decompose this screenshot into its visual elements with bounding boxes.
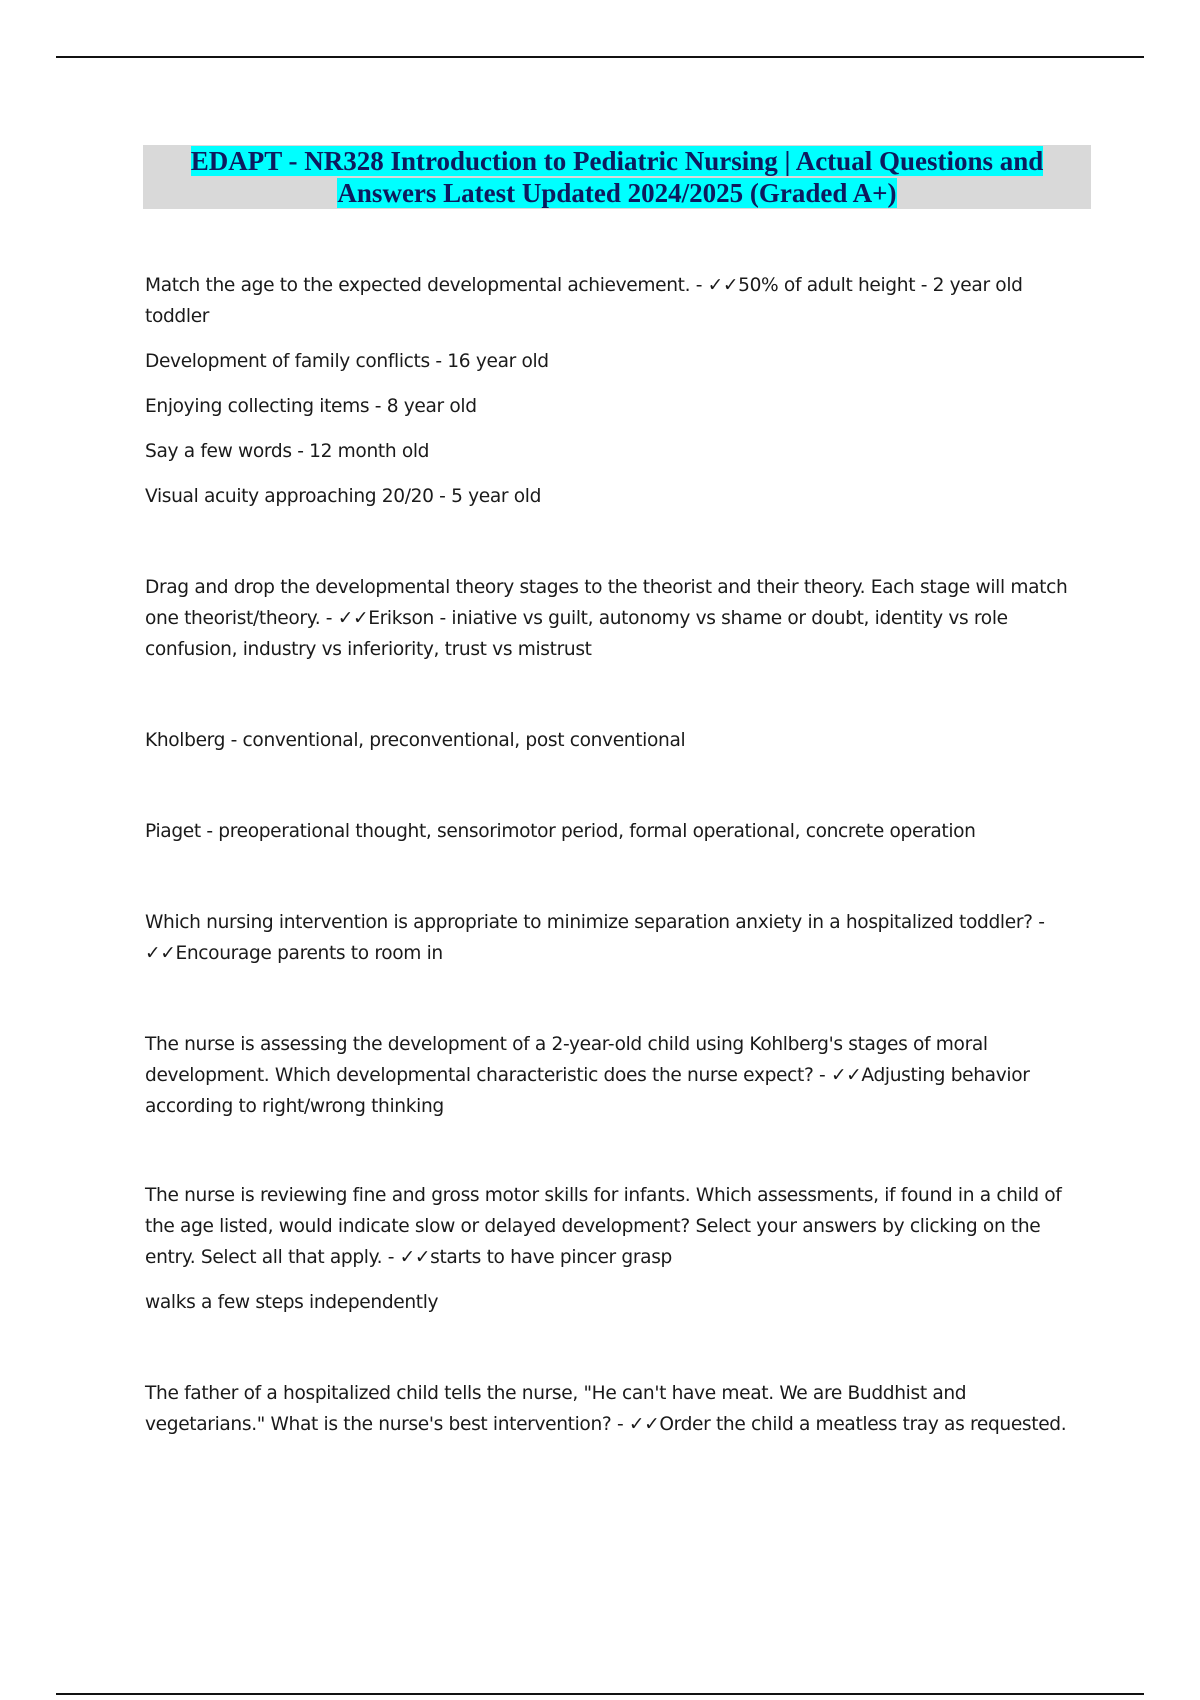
paragraph-4: Say a few words - 12 month old (145, 441, 430, 462)
footer-rule (56, 1693, 1144, 1695)
title-line-1: EDAPT - NR328 Introduction to Pediatric Nursing | Actual Questions and (190, 146, 1044, 176)
paragraph-11: The nurse is reviewing fine and gross motor skills for infants. Which assessments, if found in a child of the age listed, would indicate slow or delayed development? Select your answers by clicking on the entry. Select all that apply. - ✓✓starts to have pincer grasp (145, 1185, 1062, 1268)
paragraph-13: The father of a hospitalized child tells the nurse, "He can't have meat. We are Buddhist and vegetarians." What is the nurse's best intervention? - ✓✓Order the child a meatless tray as requested. (145, 1383, 1067, 1435)
paragraph-10: The nurse is assessing the development of a 2-year-old child using Kohlberg's stages of moral development. Which developmental characteristic does the nurse expect? - ✓✓Adjusting behavior according to right/wrong thinking (145, 1034, 1030, 1117)
paragraph-8: Piaget - preoperational thought, sensorimotor period, formal operational, concrete operation (145, 821, 976, 842)
paragraph-5: Visual acuity approaching 20/20 - 5 year old (145, 486, 542, 507)
paragraph-3: Enjoying collecting items - 8 year old (145, 396, 477, 417)
title-line-2: Answers Latest Updated 2024/2025 (Graded A+) (337, 178, 897, 208)
paragraph-6: Drag and drop the developmental theory stages to the theorist and their theory. Each stage will match one theorist/theory. - ✓✓Erikson - iniative vs guilt, autonomy vs shame or doubt, identity vs role confusion, industry vs inferiority, trust vs mistrust (145, 577, 1068, 660)
header-rule (56, 56, 1144, 58)
document-body (145, 270, 1075, 1440)
paragraph-7: Kholberg - conventional, preconventional, post conventional (145, 730, 686, 751)
title-band (143, 145, 1091, 209)
paragraph-12: walks a few steps independently (145, 1292, 439, 1313)
paragraph-1: Match the age to the expected developmental achievement. - ✓✓50% of adult height - 2 year old toddler (145, 275, 1023, 327)
paragraph-2: Development of family conflicts - 16 year old (145, 351, 549, 372)
document-title (143, 145, 1091, 209)
paragraph-9: Which nursing intervention is appropriate to minimize separation anxiety in a hospitalized toddler? - ✓✓Encourage parents to room in (145, 912, 1045, 964)
